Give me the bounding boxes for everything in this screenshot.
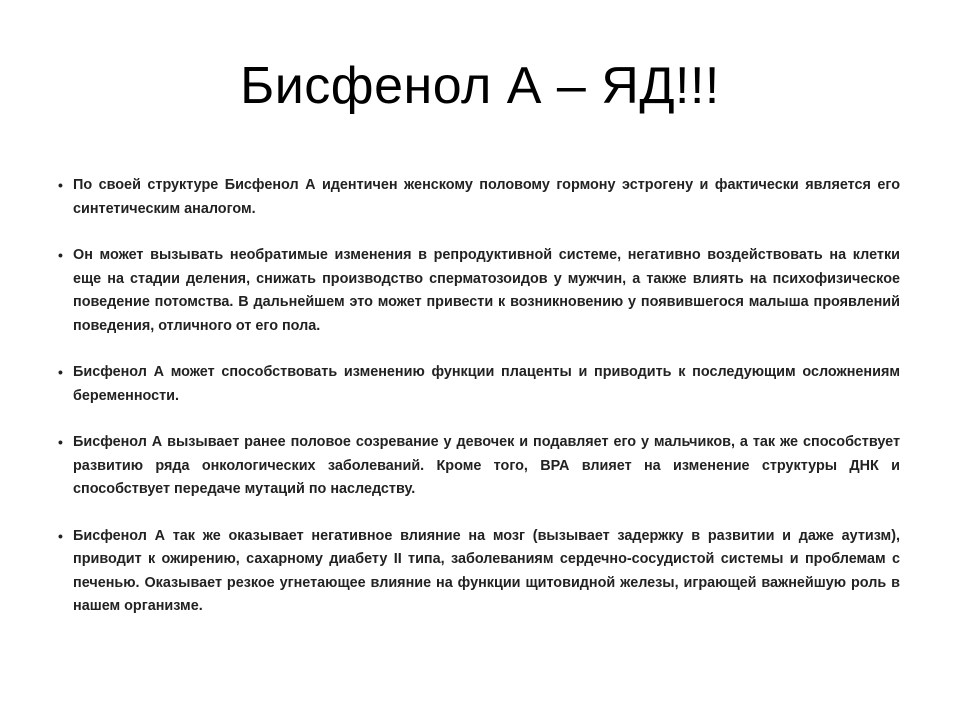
bullet-text: Бисфенол А вызывает ранее половое созревание у девочек и подавляет его у мальчиков, а так же способствует развитию ряда онкологических заболеваний. Кроме того, ВРА влияет на изменение структуры ДНК и способствует передаче мутаций по наследству. [73, 434, 900, 497]
bullet-text: Бисфенол А может способствовать изменению функции плаценты и приводить к последующим осложнениям беременности. [73, 364, 900, 404]
bullet-item [58, 525, 900, 619]
bullet-marker: • [58, 247, 63, 263]
bullet-marker: • [58, 434, 63, 450]
bullet-text: По своей структуре Бисфенол А идентичен женскому половому гормону эстрогену и фактически является его синтетическим аналогом. [73, 177, 900, 217]
bullet-item [58, 174, 900, 221]
bullet-list [58, 174, 900, 642]
bullet-marker: • [58, 364, 63, 380]
bullet-item [58, 431, 900, 502]
bullet-text: Бисфенол А так же оказывает негативное влияние на мозг (вызывает задержку в развитии и даже аутизм), приводит к ожирению, сахарному диабету II типа, заболеваниям сердечно-сосудистой системы и проблемам с печенью. Оказывает резкое угнетающее влияние на функции щитовидной железы, играющей важнейшую роль в нашем организме. [73, 527, 900, 614]
bullet-marker: • [58, 177, 63, 193]
bullet-item [58, 244, 900, 338]
bullet-item [58, 361, 900, 408]
slide-title: Бисфенол А – ЯД!!! [240, 57, 720, 115]
bullet-text: Он может вызывать необратимые изменения в репродуктивной системе, негативно воздействовать на клетки еще на стадии деления, снижать производство сперматозоидов у мужчин, а также влиять на психофизическое поведение потомства. В дальнейшем это может привести к возникновению у появившегося малыша проявлений поведения, отличного от его пола. [73, 247, 900, 334]
bullet-marker: • [58, 527, 63, 544]
